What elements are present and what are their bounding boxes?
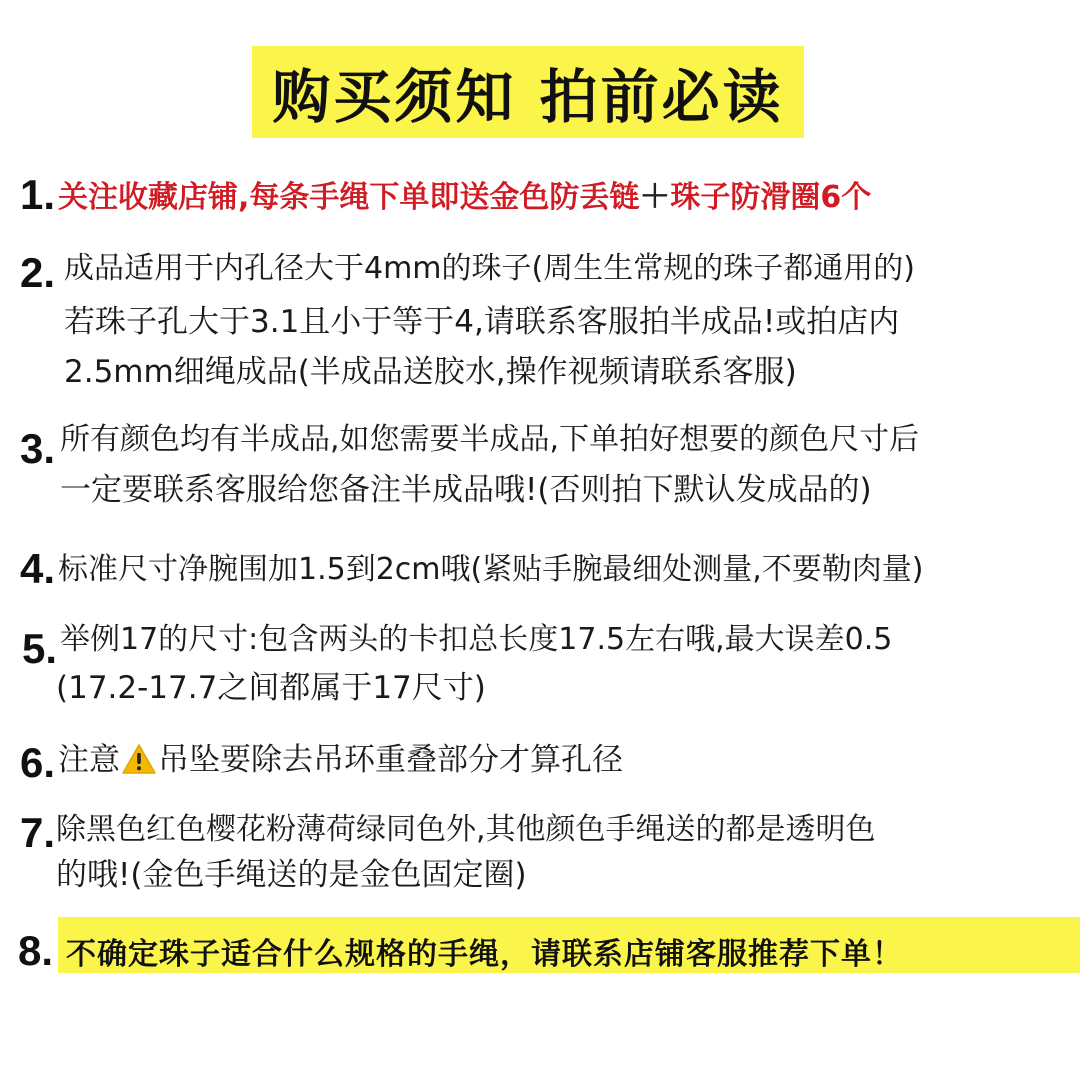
notice-line: 成品适用于内孔径大于4mm的珠子(周生生常规的珠子都通用的) <box>64 251 915 286</box>
notice-line: 除黑色红色樱花粉薄荷绿同色外,其他颜色手绳送的都是透明色 <box>56 812 876 847</box>
notice-line: 一定要联系客服给您备注半成品哦!(否则拍下默认发成品的) <box>60 472 872 508</box>
highlight-text: 不确定珠子适合什么规格的手绳，请联系店铺客服推荐下单！ <box>66 937 903 972</box>
notice-line: 若珠子孔大于3.1且小于等于4,请联系客服拍半成品!或拍店内 <box>64 304 900 340</box>
notice-line: 2.5mm细绳成品(半成品送胶水,操作视频请联系客服) <box>64 354 797 390</box>
title-banner <box>252 46 804 138</box>
item-number: 3. <box>20 425 56 472</box>
item-number: 7. <box>20 809 56 856</box>
notice-line: (17.2-17.7之间都属于17尺寸) <box>56 670 486 706</box>
item-number: 5. <box>22 625 58 672</box>
item-number: 1. <box>20 171 56 218</box>
item-number: 8. <box>18 927 54 974</box>
notice-text-red: 关注收藏店铺,每条手绳下单即送金色防丢链 <box>58 180 640 215</box>
item-number: 4. <box>20 545 56 592</box>
warning-icon <box>122 744 156 780</box>
item-number: 6. <box>20 739 56 786</box>
notice-line: 的哦!(金色手绳送的是金色固定圈) <box>56 857 527 893</box>
notice-line <box>58 744 623 780</box>
notice-text: 注意 <box>58 742 120 778</box>
notice-line: 标准尺寸净腕围加1.5到2cm哦(紧贴手腕最细处测量,不要勒肉量) <box>58 552 924 587</box>
notice-line: 举例17的尺寸:包含两头的卡扣总长度17.5左右哦,最大误差0.5 <box>60 622 893 657</box>
notice-line <box>58 179 872 215</box>
notice-text: 吊坠要除去吊环重叠部分才算孔径 <box>158 742 623 778</box>
notice-line: 所有颜色均有半成品,如您需要半成品,下单拍好想要的颜色尺寸后 <box>60 422 920 457</box>
plus-sign: ＋ <box>639 179 671 215</box>
notice-text-red: 珠子防滑圈6个 <box>670 180 872 215</box>
page-title: 购买须知 拍前必读 <box>272 63 784 131</box>
item-number: 2. <box>20 249 56 296</box>
